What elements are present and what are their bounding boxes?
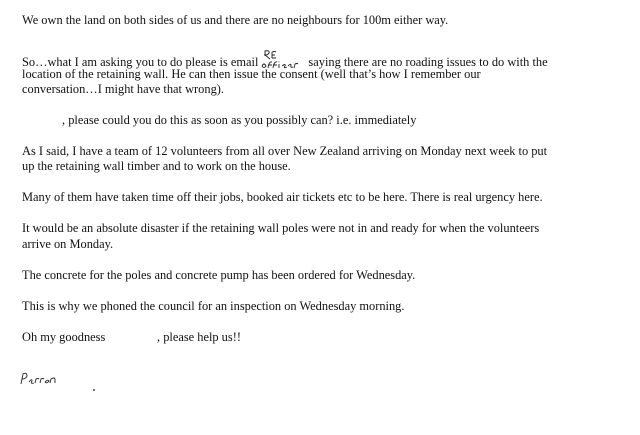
paragraph-neighbours: We own the land on both sides of us and there are no neighbours for 100m either way. bbox=[22, 13, 449, 27]
email-request-text-end: saying there are no roading issues to do with the bbox=[308, 55, 548, 69]
paragraph-urgent-request: , please could you do this as soon as you possibly can? i.e. immediately bbox=[62, 113, 417, 127]
paragraph-email-request-line-3: conversation…I might have that wrong). bbox=[22, 82, 224, 96]
paragraph-concrete-order: The concrete for the poles and concrete pump has been ordered for Wednesday. bbox=[22, 268, 416, 282]
email-request-text-start: So…what I am asking you to do please is email bbox=[22, 55, 259, 69]
paragraph-volunteers-line-2: up the retaining wall timber and to work on the house. bbox=[22, 159, 291, 173]
paragraph-inspection: This is why we phoned the council for an inspection on Wednesday morning. bbox=[22, 299, 405, 313]
paragraph-closing-a: Oh my goodness bbox=[22, 330, 106, 344]
ink-speck bbox=[93, 389, 95, 391]
paragraph-email-request-line-2: location of the retaining wall. He can then issue the consent (well that’s how I remember our bbox=[22, 67, 481, 81]
paragraph-volunteers-line-1: As I said, I have a team of 12 volunteers from all over New Zealand arriving on Monday next week to put bbox=[22, 144, 548, 158]
handwritten-signature bbox=[18, 371, 64, 387]
paragraph-disaster-line-2: arrive on Monday. bbox=[22, 237, 114, 251]
paragraph-closing-b: , please help us!! bbox=[157, 330, 241, 344]
paragraph-urgency: Many of them have taken time off their jobs, booked air tickets etc to be here. There is real urgency here. bbox=[22, 190, 543, 204]
paragraph-disaster-line-1: It would be an absolute disaster if the retaining wall poles were not in and ready for when the volunteers bbox=[22, 221, 540, 235]
